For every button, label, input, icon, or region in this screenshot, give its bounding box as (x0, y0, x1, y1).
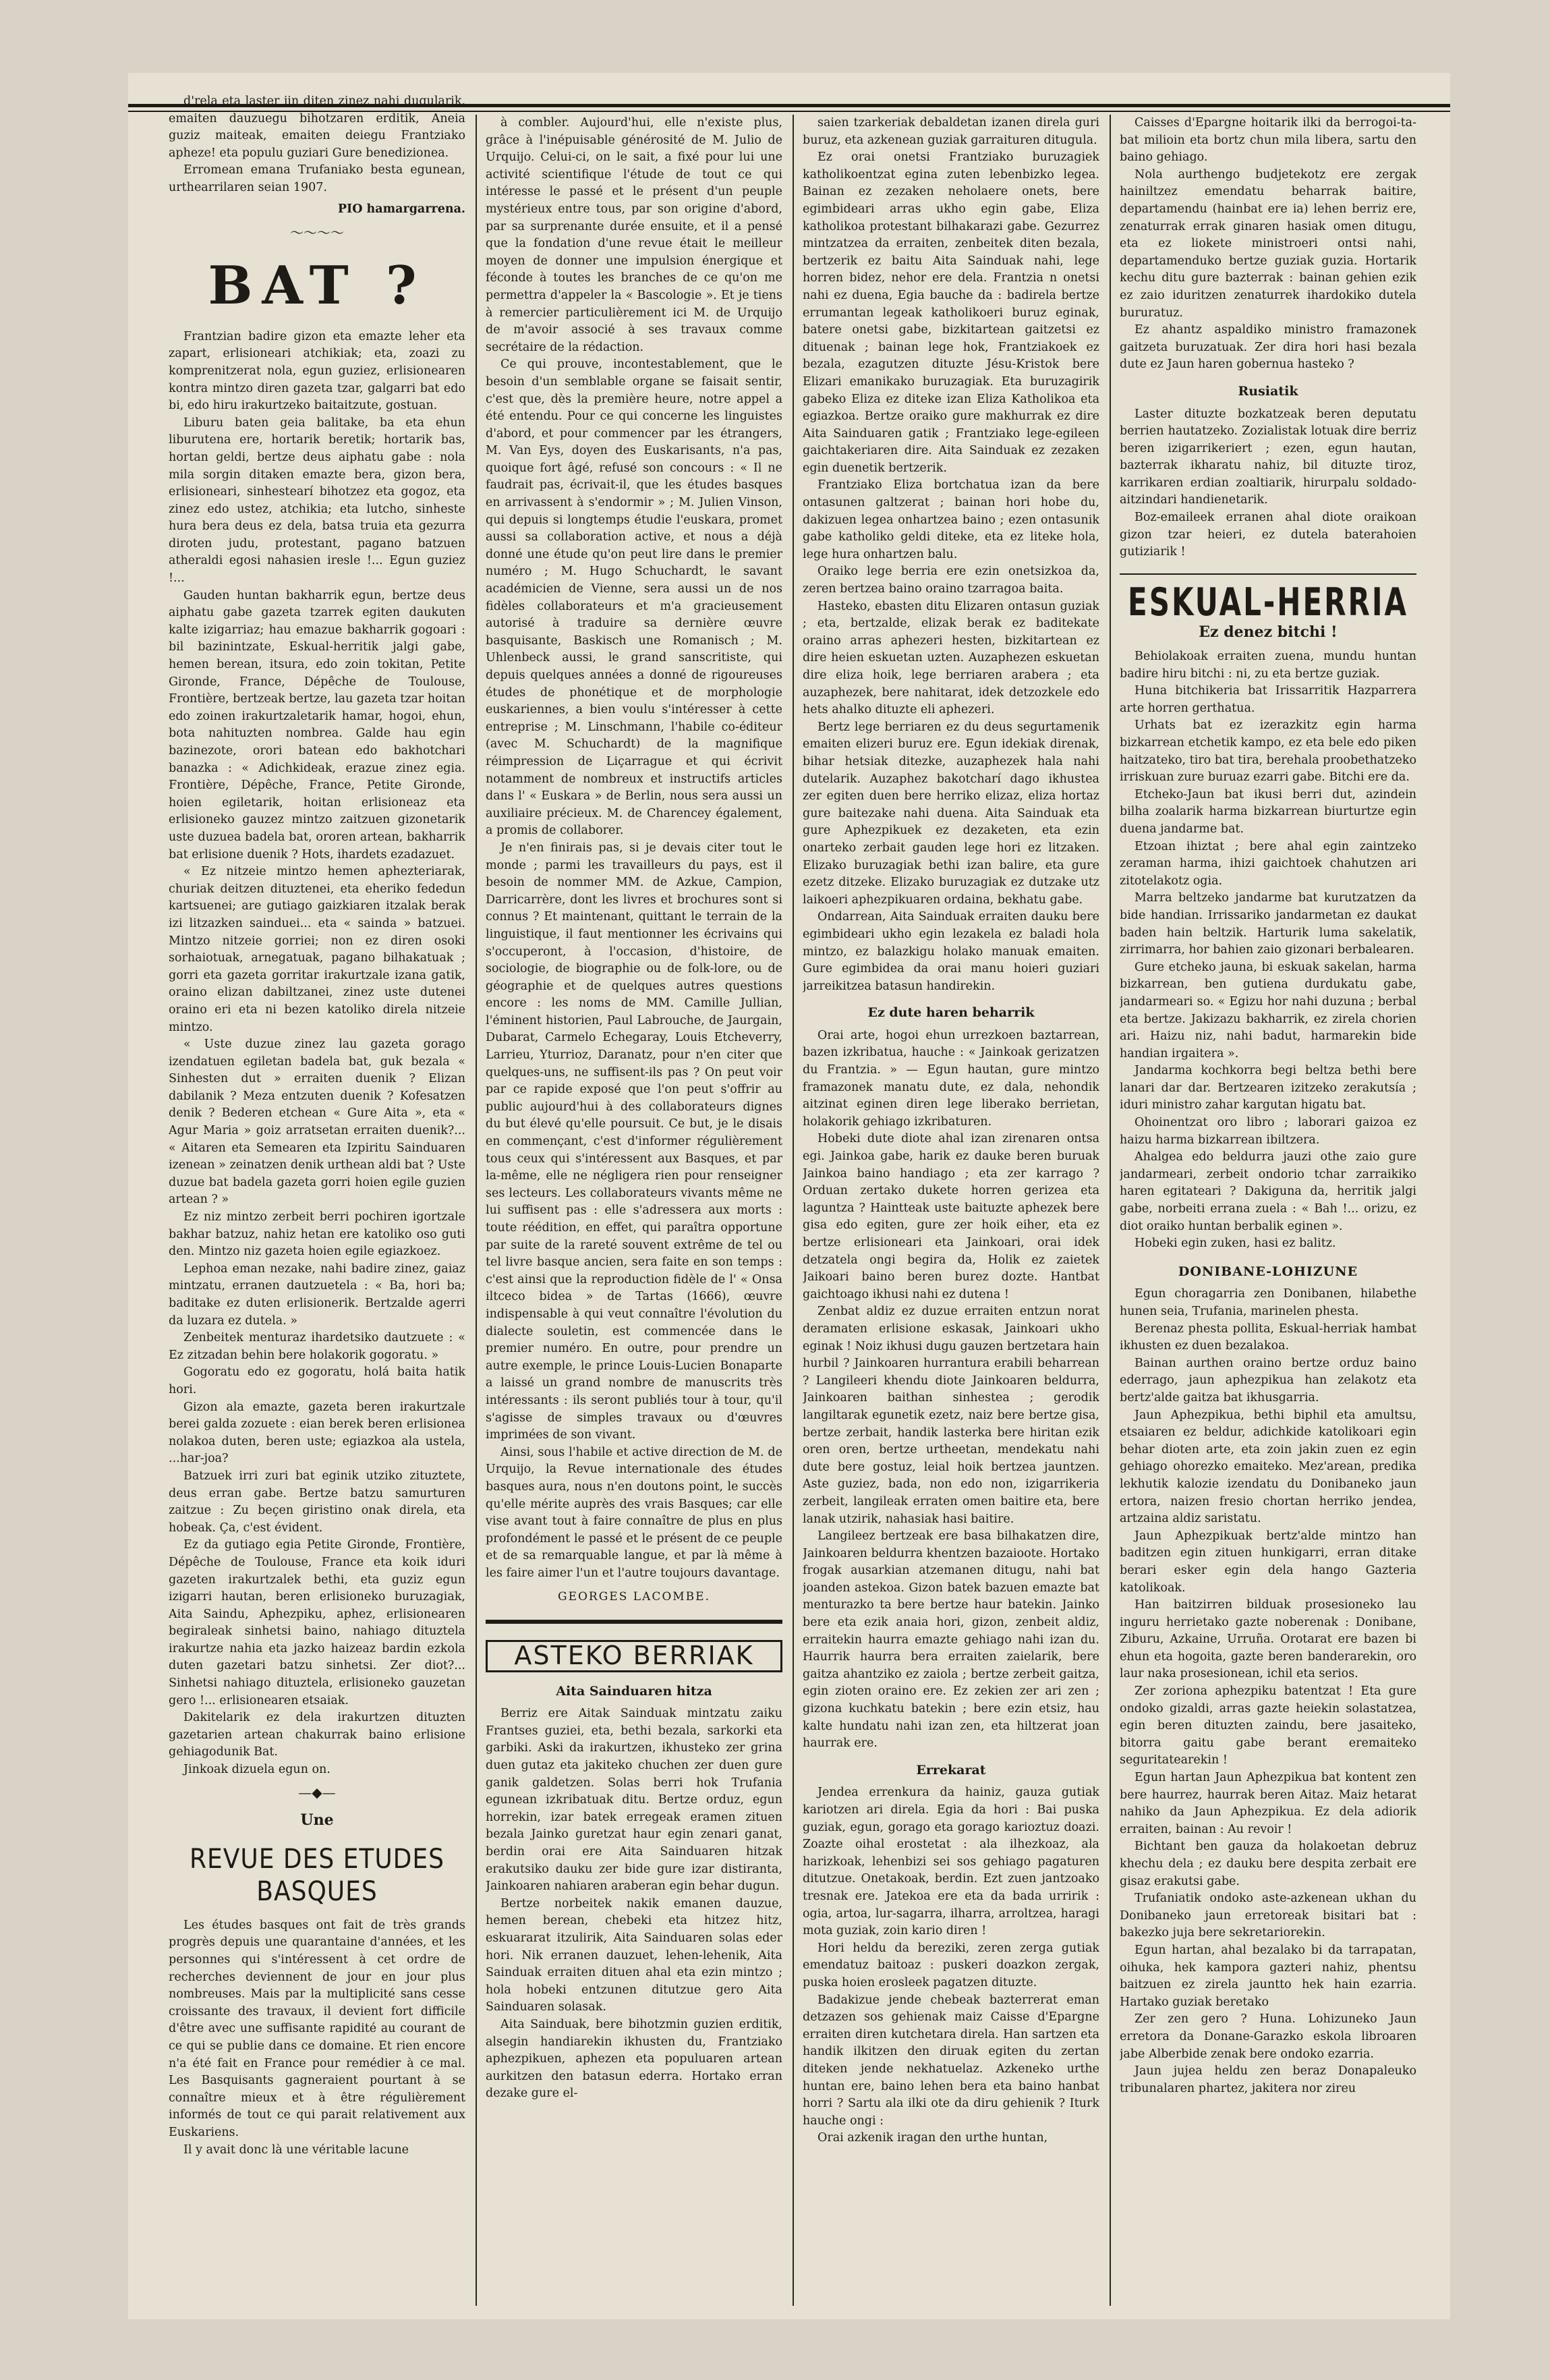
paragraph: Zenbeitek menturaz ihardetsiko dautzuete : « Ez zitzadan behin bere holakorik gogoratu. » (169, 1331, 465, 1362)
article-body-aita-cont (803, 115, 1099, 995)
article-body-donibane (1120, 1286, 1416, 2097)
paragraph: Berenaz phesta pollita, Eskual-herriak hambat ikhusten ez duen bezalakoa. (1120, 1322, 1416, 1353)
paragraph: Han baitzirren bilduak prosesioneko lau inguru herrietako gazte noberenak : Donibane, Ziburu, Azkaine, Urruña. Orotarat ere bazen bi ehun eta hogoita, gazte beren banderarekin, oro laur naka prosesionean, ichil eta serios. (1120, 1598, 1416, 1681)
heading-errekarat: Errekarat (916, 1762, 986, 1778)
paragraph: Gogoratu edo ez gogoratu, holá baita hatik hori. (169, 1365, 465, 1396)
paragraph: Jaun Aphezpikua, bethi biphil eta amultsu, etsaiaren ez beldur, adichkide katolikoari egin behar dioten arte, eta zoin jakin zuen ez egin gehiago ohorezko emaiteko. Mez'arean, predika lekhutik kalozie izendatu du Donibaneko jaun ertora, naizen fresio chortan herriko jendea, artzaina aldiz saristatu. (1120, 1408, 1416, 1526)
paragraph: Zer zoriona aphezpiku batentzat ! Eta gure ondoko gizaldi, arras gazte heiekin solastatzea, egin beren dituzten zaindu, bere jasaiteko, bitorra gaitu gabe berant eremaiteko seguritatearekin ! (1120, 1684, 1416, 1767)
paragraph: Frantziako Eliza bortchatua izan da bere ontasunen galtzerat ; bainan hori hobe du, dakizuen legea onhartzea baino ; ezen ontasunik gabe katholiko geldi diteke, eta ez liteke hola, lege hura onhartzen balu. (803, 478, 1099, 561)
article-body-rusiatik (1120, 406, 1416, 561)
paragraph: Lephoa eman nezake, nahi badire zinez, gaiaz mintzatu, erranen dautzuetela : « Ba, hori ba; baditake ez duten erlisionerik. Bertzalde agerri da luzara ez dutela. » (169, 1262, 465, 1328)
paragraph: Ohoinentzat oro libro ; laborari gaizoa ez haizu harma bizkarrean ibiltzera. (1120, 1116, 1416, 1147)
section-title-asteko: ASTEKO BERRIAK (486, 1640, 782, 1672)
ornament-diamond: —◆— (298, 1784, 336, 1801)
paragraph: Behiolakoak erraiten zuena, mundu huntan badire hiru bitchi : ni, zu eta bertze guziak. (1120, 650, 1416, 681)
newspaper-page (128, 73, 1450, 2319)
column-2 (486, 115, 782, 2299)
paragraph: Batzuek irri zuri bat eginik utziko zituztete, deus erran gabe. Bertze batzu samurturen zaitzue : Zu beçen giristino onak direla, eta hobeak. Ça, c'est évident. (169, 1469, 465, 1535)
paragraph: Oraiko lege berria ere ezin onetsizkoa da, zeren bertzea baino oraino tzarragoa baita. (803, 565, 1099, 596)
paragraph: Boz-emaileek erranen ahal diote oraikoan gizon tzar heieri, ez dutela baterahoien gutiziarik ! (1120, 511, 1416, 559)
paragraph: Etzoan ihiztat ; bere ahal egin zaintzeko zeraman harma, ihizi gaichtoek chahutzen ari zitotelakotz ogia. (1120, 839, 1416, 888)
paragraph: Dakitelarik ez dela irakurtzen dituzten gazetarien artean chakurrak baino erlisione gehiagodunik Bat. (169, 1711, 465, 1759)
paragraph: Ce qui prouve, incontestablement, que le besoin d'un semblable organe se faisait sentir, c'est que, dès la première heure, notre appel a été entendu. Pour ce qui concerne les linguistes d'abord, et pour commencer par les étrangers, M. Van Eys, doyen des Euskarisants, n'a pas, quoique fort âgé, refusé son concours : « Il ne faudrait pas, écrivait-il, que les études basques en arrivassent à s'endormir » ; M. Julien Vinson, qui depuis si longtemps étudie l'euskara, promet aussi sa collaboration active, et nous a déjà donné une étude qu'on peut lire dans le premier numéro ; M. Hugo Schuchardt, le savant académicien de Vienne, sera aussi un de nos fidèles collaborateurs et m'a gracieusement autorisé à traduire sa dernière œuvre basquisante, Baskisch une Romanisch ; M. Uhlenbeck aussi, le grand sanscritiste, qui depuis quelques années a donné de rigoureuses études de phonétique et de morphologie euskariennes, a bien voulu s'intéresser à cette entreprise ; M. Linschmann, l'habile co-éditeur (avec M. Schuchardt) de la magnifique réimpression de Liçarrague et qui écrivit notamment de nombreux et instructifs articles dans l' « Euskara » de Berlin, nous sera aussi un auxiliaire précieux. M. de Charencey également, a promis de collaborer. (486, 358, 782, 838)
paragraph: Etcheko-Jaun bat ikusi berri dut, azindein bilha zoalarik harma bizkarrean biurturtze egin duena jandarme bat. (1120, 787, 1416, 836)
heading-aita: Aita Sainduaren hitza (556, 1683, 712, 1699)
paragraph: Orai arte, hogoi ehun urrezkoen baztarrean, bazen izkribatua, hauche : « Jainkoak gerizatzen du Frantzia. » — Egun hautan, gure mintzo framazonek manatu dute, ez dala, nehondik aitzinat eginen diren lege liberako berrietan, holakorik gehiago izkribaturen. (803, 1028, 1099, 1129)
paragraph: Orai azkenik iragan den urthe huntan, (817, 2131, 1048, 2145)
paragraph: Bertz lege berriaren ez du deus segurtamenik emaiten elizeri buruz ere. Egun idekiak direnak, bihar hetsiak ditezke, auzaphezek hala nahi dutelarik. Auzaphez bakotcharí dago ikhustea zer egiten duen bere herriko elizaz, eliza hortaz gure baitezake nahi duena. Aita Sainduak eta gure Aphezpikuek ez dezaketen, eta ezin onarteko zerbait gauden lege hori ez litzaken. Elizako buruzagiak bethi izan balire, eta gure ezetz ditzeke. Elizako buruzagiak ez dutzake utz laikoeri aphezpikuaren ordaina, bekhatu gabe. (803, 720, 1099, 907)
heading-beharrik: Ez dute haren beharrik (867, 1005, 1035, 1021)
paragraph: Gizon ala emazte, gazeta beren irakurtzale berei galda zozuete : eian berek beren erlisionea nolakoa duten, beren uste; egiazkoa ala ustela, ...har-joa? (169, 1400, 465, 1466)
paragraph: Zenbat aldiz ez duzue erraiten entzun norat deramaten erlisione eskasak, Jainkoari ukho eginak ! Noiz ikhusi dugu gauzen bertzetara hain hurbil ? Jainkoaren hurrantura erabili beharrean ? Langileeri khendu diote Jainkoaren beldurra, Jainkoaren baithan sinhestea ; gerodik langiltarak egunetik ezetz, naiz bere bertze gisa, bertze zerbait, handik lasterka bere hiritan ezik oren oren, bertze urtheetan, mendekatu nahi dute bere gostuz, leial hoik bertzea jauntzen. Aste guziez, bada, non edo non, izigarrikeria zerbeit, langileak erraten omen baitire eta, bere lanak utzirik, nahasiak hasi baitire. (803, 1305, 1099, 1526)
column-divider (476, 115, 477, 2306)
column-3 (803, 115, 1099, 2299)
paragraph: Egun hartan Jaun Aphezpikua bat kontent zen bere haurrez, haurrak beren Aitaz. Maiz hetarat nahiko da Jaun Aphezpikua. Ez dela adiorik erraiten, bainan : Au revoir ! (1120, 1771, 1416, 1836)
paragraph: Jendea errenkura da hainiz, gauza gutiak kariotzen ari direla. Egia da hori : Bai puska guziak, egun, gorago eta gorago karioztuz doazi. Zoazte oihal erostetat : ala ilhezkoaz, ala harizkoak, lehenbizi sei sos gehiago pagaturen ditutzue. Onetakoak, berdin. Ezt zuen jantzoako tresnak ere. Jatekoa ere eta da bada urririk : ogia, artoa, lur-sagarra, ilharra, arroltzea, haragi mota guziak, zoin kario diren ! (803, 1786, 1099, 1938)
article-body-aita (486, 1705, 782, 2103)
article-body-bat (169, 329, 465, 1779)
paragraph: Jaun jujea heldu zen beraz Donapaleuko tribunalaren phartez, jakitera nor zireu (1120, 2064, 1416, 2095)
paragraph: Laster dituzte bozkatzeak beren deputatu berrien hautatzeko. Zozialistak lotuak dire berriz beren izigarrikeriert ; ezen, egun hautan, bazterrak ikharatu nahiz, bil dituzte tiroz, karrikaren erdian zoaltiarik, hirurpalu soldado-aitzindari handienetarik. (1120, 407, 1416, 507)
paragraph: d'rela eta laster jin diten zinez nahi dugularik, emaiten dauzuegu bihotzaren erditik, Aneia guziz maiteak, emaiten deiegu Frantziako apheze! eta populu guziari Gure benedizionea. (169, 94, 465, 160)
paragraph: Bichtant ben gauza da holakoetan debruz khechu dela ; ez dauku bere despita zerbait ere gisaz erakutsi gabe. (1120, 1840, 1416, 1888)
signature-lacombe: GEORGES LACOMBE. (558, 1590, 710, 1604)
paragraph: Egun hartan, ahal bezalako bi da tarrapatan, oihuka, hek kampora gazteri nahiz, phentsu baitzuen ez zirela jauntto hek hain ezarria. Hartako guziak beretako (1120, 1943, 1416, 2009)
paragraph: « Ez nitzeie mintzo hemen aphezteriarak, churiak deitzen dituztenei, eta eheriko fededun kartsuenei; are gutiago gaizkiaren itzalak berak izi litzazken sainduei... eta « sainda » batzuei. Mintzo nitzeie gorriei; non ez diren osoki sorhaiotuak, arnegatuak, pagano bilhakatuak ; gorri eta gazeta gorritar irakurtzale izana gatik, oraino elizan dabiltzanei, zinez uste dutenei oraino eri eta ni bezen katoliko direla nitzeie mintzo. (169, 865, 465, 1034)
paragraph: Marra beltzeko jandarme bat kurutzatzen da bide handian. Irrissariko jandarmetan ez daukat baden hain beltzik. Harturik luma sakelatik, zirrimarra, hor bahien zaio gizonari berbalearen. (1120, 891, 1416, 957)
une-heading: Une (300, 1811, 334, 1830)
column-divider (1110, 115, 1111, 2306)
paragraph: Ez da gutiago egia Petite Gironde, Frontière, Dépêche de Toulouse, France eta koik iduri gazeten irakurtzalek bethi, eta guziz egun izigarri hautan, beren erlisioneko buruzagiak, Aita Saindu, Aphezpiku, aphez, erlisionearen begiraleak sinhetsi baino, nahiago dituztela irakurtze nahia eta jazko haizeaz bardin ezkola duten gazetari batzu sinhetsi. Zer diot?... Sinhetsi nahiago dituztela, erlisioneko gauzetan gero !... erlisionearen etsaiak. (169, 1538, 465, 1707)
heading-denez: Ez denez bitchi ! (1199, 623, 1338, 642)
paragraph: Ez niz mintzo zerbeit berri pochiren igortzale bakhar batzuz, nahiz hetan ere katoliko oso guti den. Mintzo niz gazeta hoien egile egiazkoez. (169, 1210, 465, 1259)
paragraph: Zer zen gero ? Huna. Lohizuneko Jaun erretora da Donane-Garazko eskola libroaren jabe Alberbide zenak bere ondoko ezarria. (1120, 2012, 1416, 2061)
article-body-caisses (1120, 115, 1416, 374)
paragraph: Jaun Aphezpikuak bertz'alde mintzo han baditzen egin zituen hunkigarri, erran ditake berari esker egin dela hango Gazteria katolikoak. (1120, 1529, 1416, 1595)
paragraph: Hobeki egin zuken, hasi ez balitz. (1135, 1237, 1336, 1251)
paragraph: Il y avait donc là une véritable lacune (183, 2143, 409, 2157)
article-body-revue (169, 1917, 465, 2159)
article-title-revue: REVUE DES ETUDES BASQUES (190, 1843, 444, 1907)
article-body-revue-cont (486, 115, 782, 1582)
paragraph: Hasteko, ebasten ditu Elizaren ontasun guziak ; eta, bertzalde, elizak berak ez baditekate oraino arras aphezeri hesten, bizkitartean ez dire heien eskuetan uzten. Auzaphezen eskuetan dire eliza hoik, lege berriaren arabera ; eta auzaphezek, bere nahitarat, idek detzozkele edo hets ahalko dituzte eli aphezeri. (803, 599, 1099, 717)
paragraph: Urhats bat ez izerazkitz egin harma bizkarrean etchetik kampo, ez eta bele edo piken haitzateko, tiro bat tira, berehala proobethatzeko irriskuan zure buruaz ezarri gabe. Bitchi ere da. (1120, 718, 1416, 785)
paragraph: Bertze norbeitek nakik emanen dauzue, hemen berean, chebeki eta hitzez hitz, eskuararat itzulirik, Aita Sainduaren solas eder hori. Nik erranen dauzuet, lehen-lehenik, Aita Sainduak erraiten dituen ahal eta ezin mintzo ; hola hobeki entzunen ditutzue gero Aita Sainduaren solasak. (486, 1896, 782, 2014)
paragraph: Frantzian badire gizon eta emazte leher eta zapart, erlisioneari atchikiak; eta, zoazi zu komprenitzerat nola, egun guziez, erlisionearen kontra mintzo diren gazeta tzar, galgarri bat edo bi, edo hiru irakurtzeko baitaitzute, gostuan. (169, 329, 465, 413)
paragraph: Hobeki dute diote ahal izan zirenaren ontsa egi. Jainkoa gabe, harik ez dauke beren buruak Jainkoa baino handiago ; eta zer karrago ? Orduan zertako dukete horren gerizea eta laguntza ? Haintteak uste baituzte aphezek bere gisa edo egiten, gure zer hoik eiher, eta ez bertze erlisioneari eta Jainkoari, orai idek detzatela ongi begira da, Holik ez zaietek Jaikoari baino beren burez dozte. Hantbat gaichtoago ikhusi nahi ez dutena ! (803, 1132, 1099, 1301)
paragraph: Berriz ere Aitak Sainduak mintzatu zaiku Frantses guziei, eta, bethi bezala, sarkorki eta garbiki. Aski da irakurtzen, ikhusteko zer grina duen gutaz eta jakiteko chuchen zer duen gure ganik galdetzen. Solas berri hok Trufania egunean izkribatuak ditu. Bertze orduz, egun horrekin, izar batek erregeak eramen zituen bezala Jainko guretzat haur egin zenari ganat, berdin orai ere Aita Sainduaren hitzak erakutsiko dauku zer bide gure izar distiranta, Jainkoaren nahiaren araberan egin behar dugun. (486, 1707, 782, 1894)
paragraph: Ez ahantz aspaldiko ministro framazonek gaitzeta buruzatuak. Zer dira hori hasi bezala dute ez Jaun haren gobernua hasteko ? (1120, 323, 1416, 372)
paragraph: Badakizue jende chebeak bazterrerat eman detzazen sos gehienak maiz Caisse d'Epargne erraiten diren kutchetara direla. Han sartzen eta handik ilkitzen den diruak egiten du zertan diteken jende nekhatuelaz. Azkeneko urthe huntan ere, baino lehen bera eta baino hanbat horri ? Sartu ala ilki ote da diru gehienik ? Iturk hauche ongi : (803, 1993, 1099, 2128)
paragraph: Jandarma kochkorra begi beltza bethi bere lanari dar dar. Bertzearen izitzeko zerakutsía ; iduri ministro zahar kargutan higatu bat. (1120, 1064, 1416, 1112)
article-body-denez (1120, 648, 1416, 1253)
paragraph: Bainan aurthen oraino bertze orduz baino ederrago, jaun aphezpikua han zelakotz eta bertz'alde gaitza bat ikhusgarria. (1120, 1356, 1416, 1405)
section-title-eskual-herria: ESKUAL-HERRIA (1128, 579, 1408, 625)
paragraph: saien tzarkeriak debaldetan izanen direla guri buruz, eta azkenean guziak garraituren ditugula. (803, 116, 1099, 147)
signature-pio: PIO hamargarrena. (337, 202, 465, 216)
paragraph: Ez orai onetsi Frantziako buruzagiek katholikoentzat egina zuten lebenbizko legea. Bainan ez zezaken neholaere onets, bere egimbideari arras ukho egin gabe, Eliza katholikoa protestant bilhakarazi gabe. Gezurrez mintzatzea da erraiten, zenbeitek diten bezala, bertzerik ez baitu Aita Sainduak nahi, lege horren bidez, nehor ere dela. Frantzia n onetsi nahi ez duena, Egia bauche da : badirela bertze errumantan legeak katholikoeri buruz eginak, batere onetsi gabe, bizkitartean gaitzetsi ez dituenak ; bainan lege hok, Frantziakoek ez bezala, ezagutzen dituzte Jésu-Kristok bere Elizari emanikako buruzagiak. Eta buruzagirik gabeko Eliza ez diteke izan Eliza Katholikoa eta egiazkoa. Bertze oraiko gure makhurrak ez dire Aita Sainduaren gatik ; Frantziako lege-egileen gaichtakeriaren dire. Aita Sainduak ez zezaken egin duenetik bertzerik. (803, 150, 1099, 475)
paragraph: Les études basques ont fait de très grands progrès depuis une quarantaine d'années, et les personnes qui s'intéressent à cet ordre de recherches deviennent de jour en jour plus nombreuses. Mais par la multiplicité sans cesse croissante des travaux, il devient fort difficile d'être avec une suffisante rapidité au courant de ce qui se publie dans ce domaine. Et rien encore n'a été fait en France pour remédier à ce mal. Les Basquisants gagneraient pourtant à se connaître mieux et à être régulièrement informés de tout ce qui parait relativement aux Euskariens. (169, 1918, 465, 2139)
column-4 (1120, 115, 1416, 2299)
paragraph: à combler. Aujourd'hui, elle n'existe plus, grâce à l'inépuisable générosité de M. Julio de Urquijo. Celui-ci, on le sait, a fixé pour lui une activité scientifique l'étude de tout ce qui intéresse le passé et le présent d'un peuple mystérieux entre tous, par son origine d'abord, par sa surprenante durée ensuite, et il a pensé que la fondation d'une revue était le meilleur moyen de donner une impulsion énergique et féconde à toutes les branches de ce qu'on me permettra d'appeler la « Bascologie ». Et je tiens à remercier particulièrement ici M. de Urquijo de m'avoir associé à ses travaux comme secrétaire de la rédaction. (486, 116, 782, 354)
paragraph: Erromean emana Trufaniako besta egunean, urthearrilaren seian 1907. (169, 163, 465, 194)
heading-donibane: DONIBANE-LOHIZUNE (1178, 1264, 1358, 1279)
paragraph: Ainsi, sous l'habile et active direction de M. de Urquijo, la Revue internationale des études basques aura, nous n'en doutons point, le succès qu'elle mérite auprès des vrais Basques; car elle vise avant tout à faire connaître de plus en plus profondément le passé et le présent de ce peuple et de sa remarquable langue, et par là même à les faire aimer l'un et l'autre toujours davantage. (486, 1445, 782, 1580)
column-divider (793, 115, 794, 2306)
paragraph: Liburu baten geia balitake, ba eta ehun liburutena ere, hortarik beretik; hortarik bas, hortan geldi, bertze deus aiphatu gabe : nola mila sorgin ditaken emazte bera, gizon bera, erlisioneari, sinhestearí bihotzez eta gogoz, eta zinez edo ustez, atchikia; eta lutcho, sinheste hura bera deus ez dela, batsa truia eta gezurra diroten judu, protestant, pagano batzuen atheraldi egosi nahasien iresle !... Egun guziez !... (169, 416, 465, 586)
article-body-errekarat (803, 1784, 1099, 2147)
intro (169, 93, 465, 197)
ornament: 〜〜〜〜 (290, 225, 344, 242)
paragraph: Ondarrean, Aita Sainduak erraiten dauku bere egimbideari ukho egin lezakela ez baladi hola mintzo, ez balazkigu holako manuak emaiten. Gure egimbidea da orai manu hoieri guziari jarreikitzea batasun handirekin. (803, 910, 1099, 993)
paragraph: Trufaniatik ondoko aste-azkenean ukhan du Donibaneko jaun erretoreak bisitari bat : bakezko juja bere sekretariorekin. (1120, 1892, 1416, 1940)
article-body-beharrik (803, 1027, 1099, 1753)
paragraph: Gure etcheko jauna, bi eskuak sakelan, harma bizkarrean, ben gutiena durdukatu gabe, jandarmeari so. « Egizu hor nahi duzuna ; berbal eta bertze. Jakizazu bakharrik, ez zirela chorien ari. Haizu niz, nahi badut, harmarekin bide handian irgaitera ». (1120, 960, 1416, 1060)
paragraph: Caisses d'Epargne hoitarik ilki da berrogoi-ta-bat milioin eta bortz chun mila libera, sartu den baino gehiago. (1120, 116, 1416, 165)
paragraph: Jinkoak dizuela egun on. (183, 1763, 331, 1777)
section-separator (1120, 573, 1416, 575)
paragraph: Egun choragarria zen Donibanen, hilabethe hunen seia, Trufania, marinelen phesta. (1120, 1287, 1416, 1318)
paragraph: Aita Sainduak, bere bihotzmin guzien erditik, alsegin handiarekin ikhusten du, Frantziako aphezpikuen, aphezen eta populuaren artean aurkitzen den batasun ederra. Hortako erran dezake gure el- (486, 2017, 782, 2101)
paragraph: « Uste duzue zinez lau gazeta gorago izendatuen egiletan badela bat, guk bezala « Sinhesten dut » erraiten duenik ? Elizan dabilanik ? Meza entzuten duenik ? Kofesatzen denik ? Bederen etchean « Gure Aita », eta « Agur Maria » goiz arratsetan erraiten duenik?... « Aitaren eta Semearen eta Izpiritu Sainduaren izenean » zeinatzen denik urthean aldi bat ? Uste duzue bat badela gazeta gorri hoien egile guzien artean ? » (169, 1038, 465, 1207)
paragraph: Gauden huntan bakharrik egun, bertze deus aiphatu gabe gazeta tzarrek egiten daukuten kalte izigarriaz; hau emazue bakharrik gogoari : bil bazinintzate, Eskual-herritik jalgi gabe, hemen berean, itsura, edo zoin tokitan, Petite Gironde, France, Dépêche de Toulouse, Frontière, bertzeak bertze, lau gazeta tzar hoitan edo zoinen irakurtzaletarik hamar, hogoi, ehun, bota nahituzten nombrea. Galde hau egin bazinezote, orori batean edo bakhotchari banazka : « Adichkideak, erazue zinez egia. Frontière, Dépêche, France, Petite Gironde, hoien egiletarik, hoitan erlisioneaz eta erlisioneko gauzez mintzo zaitzuen gizonetarik uste duzuea badela bat, ororen artean, bakharrik bat erlisione duenik ? Hots, ihardets ezadazuet. (169, 588, 465, 861)
paragraph: Hori heldu da bereziki, zeren zerga gutiak emendatuz baitoaz : puskeri doazkon zergak, puska hoien erosleek pagatzen dituzte. (803, 1941, 1099, 1989)
section-separator (486, 1620, 782, 1624)
paragraph: Je n'en finirais pas, si je devais citer tout le monde ; parmi les travailleurs du pays, est il besoin de nommer MM. de Azkue, Campion, Darricarrère, dont les livres et brochures sont si connus ? Et maintenant, quittant le terrain de la linguistique, il faut mentionner les écrivains qui s'occuperont, à l'occasion, d'histoire, de sociologie, de biographie ou de folk-lore, ou de géographie et de quelques autres questions encore : les noms de MM. Camille Jullian, l'éminent historien, Paul Labrouche, de Jaurgain, Dubarat, Carmelo Echegaray, Louis Etcheverry, Larrieu, Yturrioz, Daranatz, pour n'en citer que quelques-uns, ne suffisent-ils pas ? On peut voir par ce rapide exposé que l'on peut s'offrir au public aujourd'hui à des collaborateurs dignes du but élevé qu'elle poursuit. Ce but, je le disais en commençant, c'est d'informer régulièrement tous ceux qui s'intéressent aux Basques, et par la-même, elle ne négligera rien pour renseigner ses lecteurs. Les collaborateurs vivants même ne lui suffisent pas : elle s'adressera aux morts : toute réédition, en effet, qui paraîtra opportune par suite de la rareté souvent extrême de tel ou tel livre basque ancien, sera faite en son temps : c'est ainsi que la reproduction fidèle de l' « Onsa iltceco bidea » de Tartas (1666), œuvre indispensable à qui veut connaître l'évolution du dialecte souletin, est commencée dans le premier numéro. En outre, pour prendre un autre exemple, le prince Louis-Lucien Bonaparte a laissé un grand nombre de manuscrits très intéressants : ils seront publiés tour à tour, qu'il s'agisse de simples travaux ou d'œuvres imprimées de son vivant. (486, 841, 782, 1442)
paragraph: Nola aurthengo budjetekotz ere zergak hainiltzez emendatu beharrak baitire, departamendu (hainbat ere ia) lehen berriz ere, zenaturrak errak ginaren hasiak omen ditugu, eta ez liokete ministroeri ontsi nahi, departamenduko bertze guziak guzia. Hortarik kechu ditu gure bazterrak : bainan gehien ezik ez zaio iduritzen zenaturrek ihardokiko dutela bururatuz. (1120, 167, 1416, 320)
heading-rusiatik: Rusiatik (1238, 383, 1298, 399)
column-1 (169, 93, 465, 2299)
paragraph: Ahalgea edo beldurra jauzi othe zaio gure jandarmeari, zerbeit ondorio tchar zarraikiko haren egitateari ? Dakiguna da, herritik jalgi gabe, norbeiti errana zuela : « Bah !... orizu, ez diot oraiko huntan berbalik eginen ». (1120, 1150, 1416, 1233)
paragraph: Langileez bertzeak ere basa bilhakatzen dire, Jainkoaren beldurra khentzen bazaioote. Hortako frogak ausarkian atzemanen ditugu, nahi bat joanden astekoa. Gizon batek bazuen emazte bat menturazko ta bere bertze haur batekin. Jainko bere eta ezik anaia hori, gizon, zenbeit aldiz, erraitekin haurra emazte gehiago nahi izan du. Haurrik haurra bera erraiten zaielarik, bere gaitza ahantziko ez zaiola ; bertze zerbeit gaitza, egin zioten oraino ere. Ez zekien zer ari zen ; gizona kuchkatu batekin ; bere ezin etsiz, hau kalte hundatu nahi izan zen, eta hiltzerat joan haurrak ere. (803, 1529, 1099, 1751)
article-title-bat: BAT ? (208, 254, 426, 316)
paragraph: Huna bitchikeria bat Irissarritik Hazparrera arte horren gerthatua. (1120, 684, 1416, 715)
